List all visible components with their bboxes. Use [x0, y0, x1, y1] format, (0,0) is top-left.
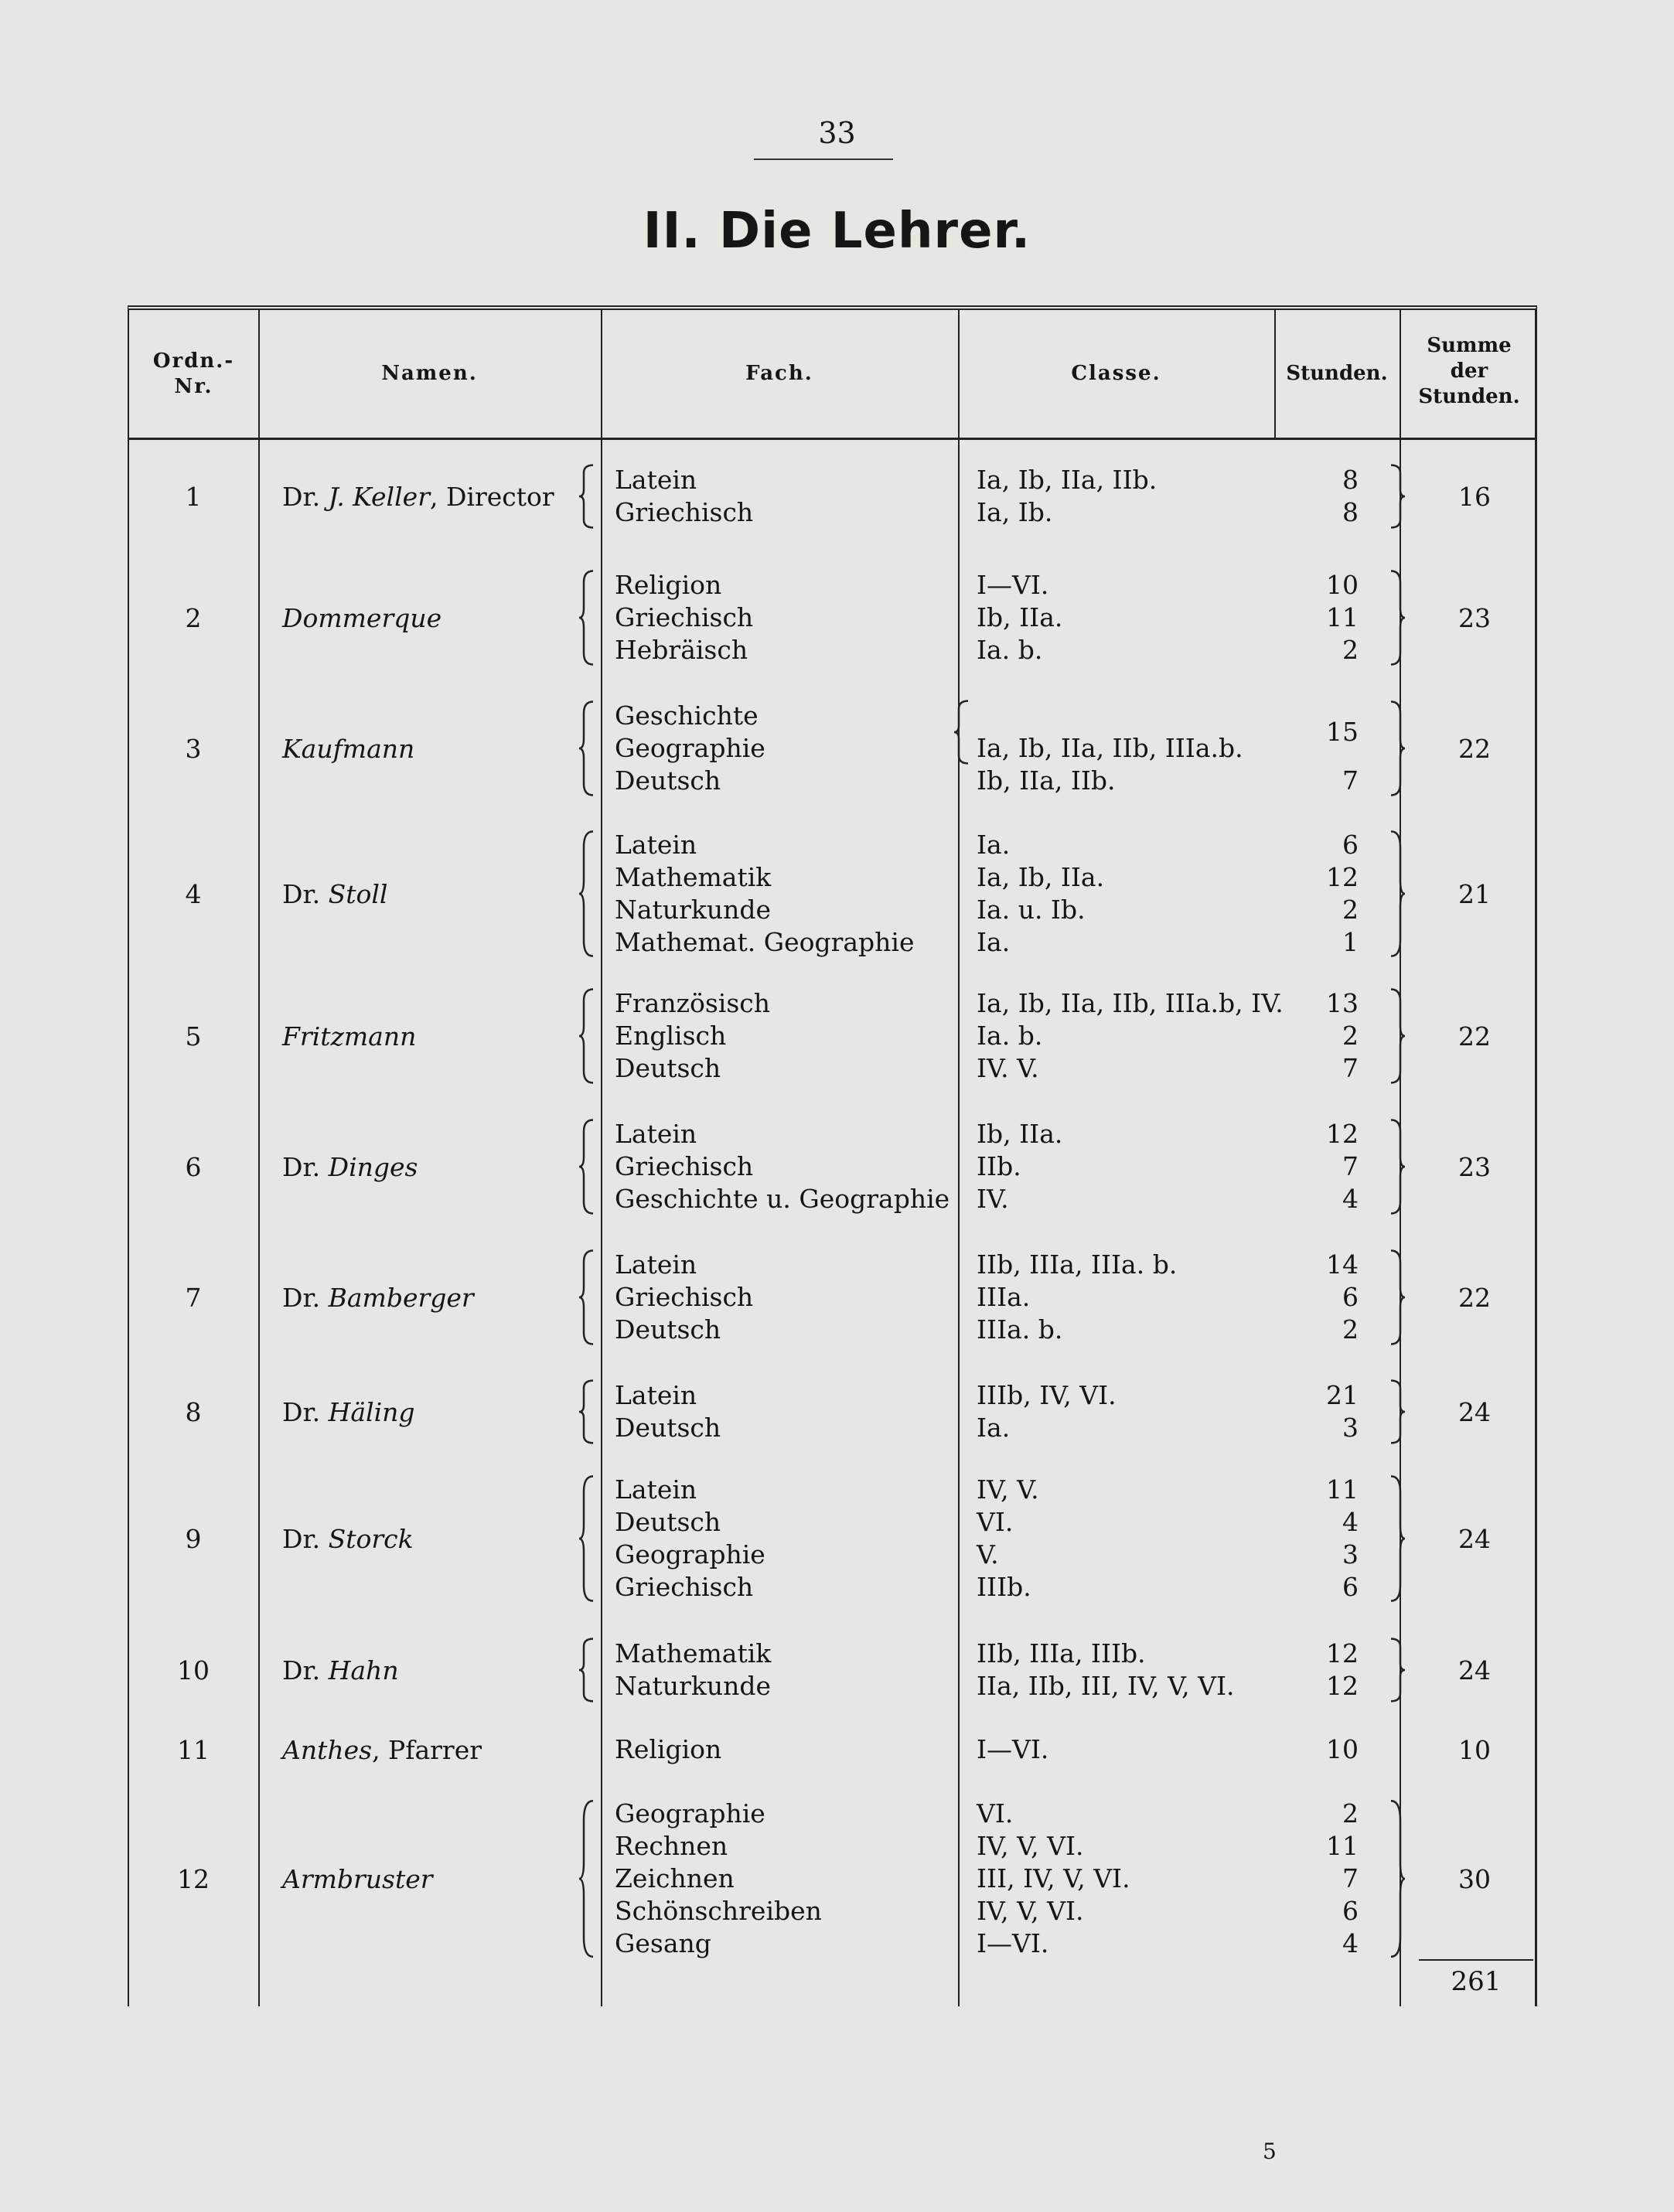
summe-brace	[1388, 1798, 1406, 1960]
stunden-list	[1287, 1249, 1359, 1346]
row-sum: 23	[1458, 602, 1491, 633]
teacher-row	[128, 1249, 1537, 1346]
total-hours: 261	[1451, 1966, 1502, 1997]
fach-item: Deutsch	[615, 765, 721, 796]
fach-item: Englisch	[615, 1021, 727, 1051]
teacher-name: Dommerque	[282, 602, 442, 633]
classe-list	[977, 1118, 1062, 1215]
stunden-list	[1287, 1638, 1359, 1702]
fach-item: Zeichnen	[615, 1863, 735, 1893]
stunden-item: 4	[1342, 1507, 1359, 1537]
fach-item: Mathematik	[615, 1638, 772, 1668]
name-suffix: , Pfarrer	[372, 1734, 482, 1765]
classe-item: IIIa. b.	[977, 1314, 1063, 1345]
classe-item: IV, V, VI.	[977, 1896, 1084, 1926]
classe-item: Ia. u. Ib.	[977, 895, 1086, 925]
stunden-item: 7	[1342, 765, 1359, 796]
fach-item: Hebräisch	[615, 635, 748, 665]
name-suffix: , Director	[429, 481, 554, 512]
classe-item: IIIa.	[977, 1282, 1031, 1312]
page-number: 33	[818, 116, 856, 150]
summe-brace	[1388, 829, 1406, 959]
classe-item: IIb, IIIa, IIIa. b.	[977, 1249, 1178, 1280]
classe-item: IIa, IIb, III, IV, V, VI.	[977, 1671, 1235, 1701]
classe-brace	[953, 700, 971, 765]
row-number: 9	[185, 1523, 202, 1554]
teacher-name: Anthes	[282, 1734, 373, 1765]
stunden-list	[1287, 829, 1359, 959]
stunden-item: 1	[1342, 927, 1359, 957]
stunden-item: 2	[1342, 635, 1359, 665]
row-sum: 22	[1458, 1282, 1491, 1313]
fach-item: Deutsch	[615, 1413, 721, 1443]
fach-list	[615, 1733, 721, 1766]
stunden-item: 7	[1342, 1863, 1359, 1893]
fach-brace	[578, 1638, 596, 1702]
fach-item: Religion	[615, 1734, 722, 1764]
stunden-item: 2	[1342, 1798, 1359, 1829]
stunden-item: 11	[1326, 602, 1359, 632]
summe-brace	[1388, 569, 1406, 666]
classe-list	[977, 1474, 1039, 1604]
teacher-name: Storck	[328, 1523, 414, 1554]
summe-brace	[1388, 700, 1406, 797]
summe-brace	[1388, 987, 1406, 1085]
fach-item: Geographie	[615, 1539, 765, 1570]
classe-item: Ib, IIa.	[977, 602, 1063, 632]
classe-item: IIIb.	[977, 1572, 1031, 1602]
stunden-item: 11	[1326, 1831, 1359, 1861]
teacher-row	[128, 1118, 1537, 1215]
stunden-list	[1287, 716, 1359, 797]
stunden-item: 2	[1342, 1314, 1359, 1345]
row-sum: 24	[1458, 1396, 1491, 1427]
name-prefix: Dr.	[282, 481, 321, 512]
classe-item: Ia. b.	[977, 1021, 1043, 1051]
classe-item: I—VI.	[977, 570, 1049, 600]
fach-brace	[578, 1249, 596, 1346]
page-title: II. Die Lehrer.	[643, 203, 1031, 260]
row-sum: 10	[1458, 1734, 1491, 1765]
fach-item: Deutsch	[615, 1507, 721, 1537]
classe-item: VI.	[977, 1798, 1014, 1829]
teacher-name: Kaufmann	[282, 733, 415, 764]
name-prefix: Dr.	[282, 1523, 321, 1554]
classe-item: Ib, IIa.	[977, 1119, 1063, 1149]
classe-item: IV, V.	[977, 1474, 1039, 1505]
row-number: 4	[185, 878, 202, 909]
stunden-item: 3	[1342, 1539, 1359, 1570]
summe-brace	[1388, 1474, 1406, 1604]
fach-item: Latein	[615, 1119, 697, 1149]
fach-list	[615, 700, 765, 797]
stunden-item: 12	[1326, 1671, 1359, 1701]
stunden-item: 6	[1342, 830, 1359, 860]
row-number: 8	[185, 1396, 202, 1427]
teacher-name: Fritzmann	[282, 1021, 417, 1051]
classe-item: Ia.	[977, 1413, 1011, 1443]
fach-item: Geschichte	[615, 700, 759, 731]
row-number: 1	[185, 481, 202, 512]
stunden-item: 13	[1326, 988, 1359, 1018]
teacher-name: Stoll	[328, 878, 388, 909]
classe-item: IV, V, VI.	[977, 1831, 1084, 1861]
teacher-name: Hahn	[328, 1655, 399, 1685]
classe-item: IIb, IIIa, IIIb.	[977, 1638, 1146, 1668]
stunden-item: 15	[1326, 717, 1359, 747]
stunden-item: 7	[1342, 1151, 1359, 1181]
fach-brace	[578, 464, 596, 529]
fach-item: Naturkunde	[615, 1671, 771, 1701]
fach-item: Latein	[615, 830, 697, 860]
fach-list	[615, 1249, 753, 1346]
classe-item: Ia, Ib, IIa, IIb.	[977, 465, 1157, 495]
fach-list	[615, 1474, 765, 1604]
stunden-item: 10	[1326, 1734, 1359, 1764]
fach-list	[615, 1638, 771, 1702]
fach-item: Geschichte u. Geographie	[615, 1184, 950, 1214]
stunden-item: 6	[1342, 1896, 1359, 1926]
stunden-item: 6	[1342, 1572, 1359, 1602]
row-number: 11	[177, 1734, 210, 1765]
row-sum: 24	[1458, 1655, 1491, 1685]
stunden-item: 4	[1342, 1184, 1359, 1214]
fach-list	[615, 829, 915, 959]
stunden-item: 8	[1342, 465, 1359, 495]
header-name: Namen.	[381, 362, 478, 385]
fach-item: Geographie	[615, 733, 765, 763]
row-sum: 21	[1458, 878, 1491, 909]
fach-item: Schönschreiben	[615, 1896, 822, 1926]
name-prefix: Dr.	[282, 1282, 321, 1313]
row-number: 7	[185, 1282, 202, 1313]
fach-item: Griechisch	[615, 497, 754, 527]
row-number: 2	[185, 602, 202, 633]
classe-item: I—VI.	[977, 1928, 1049, 1958]
classe-item: Ia.	[977, 927, 1011, 957]
summe-brace	[1388, 1118, 1406, 1215]
fach-brace	[578, 700, 596, 797]
fach-item: Latein	[615, 1249, 697, 1280]
stunden-item: 2	[1342, 1021, 1359, 1051]
teacher-row	[128, 700, 1537, 797]
classe-list	[977, 987, 1284, 1085]
classe-item: IV.	[977, 1184, 1009, 1214]
fach-list	[615, 464, 753, 529]
name-prefix: Dr.	[282, 1655, 321, 1685]
classe-item: Ia.	[977, 830, 1011, 860]
fach-item: Naturkunde	[615, 895, 771, 925]
fach-item: Latein	[615, 1380, 697, 1410]
fach-brace	[578, 1379, 596, 1444]
row-sum: 16	[1458, 481, 1491, 512]
classe-item	[977, 700, 1243, 732]
summe-brace	[1388, 1379, 1406, 1444]
fach-item: Religion	[615, 570, 722, 600]
summe-brace	[1388, 1249, 1406, 1346]
stunden-item: 14	[1326, 1249, 1359, 1280]
teacher-row	[128, 464, 1537, 529]
row-sum: 22	[1458, 733, 1491, 764]
classe-list	[977, 829, 1104, 959]
stunden-item: 21	[1326, 1380, 1359, 1410]
teacher-row	[128, 987, 1537, 1085]
classe-item: III, IV, V, VI.	[977, 1863, 1130, 1893]
header-rule	[129, 438, 1535, 440]
teacher-row	[128, 829, 1537, 959]
classe-list	[977, 1638, 1234, 1702]
classe-item: IIb.	[977, 1151, 1021, 1181]
fach-brace	[578, 829, 596, 959]
stunden-list	[1287, 464, 1359, 529]
stunden-item: 6	[1342, 1282, 1359, 1312]
stunden-list	[1287, 987, 1359, 1085]
fach-list	[615, 1798, 822, 1960]
row-number: 6	[185, 1151, 202, 1182]
classe-list	[977, 1249, 1177, 1346]
stunden-item: 4	[1342, 1928, 1359, 1958]
classe-item: IV. V.	[977, 1053, 1039, 1083]
fach-list	[615, 987, 770, 1085]
teacher-name: Bamberger	[328, 1282, 474, 1313]
stunden-item: 3	[1342, 1413, 1359, 1443]
row-sum: 24	[1458, 1523, 1491, 1554]
page-number-rule	[754, 158, 893, 160]
stunden-item: 12	[1326, 862, 1359, 892]
stunden-list	[1287, 569, 1359, 666]
teacher-row	[128, 569, 1537, 666]
header-stunden: Stunden.	[1286, 362, 1388, 385]
fach-item: Deutsch	[615, 1314, 721, 1345]
fach-item: Griechisch	[615, 1572, 754, 1602]
stunden-list	[1287, 1798, 1359, 1960]
stunden-list	[1287, 1733, 1359, 1766]
stunden-item: 8	[1342, 497, 1359, 527]
summe-brace	[1388, 464, 1406, 529]
row-sum: 23	[1458, 1151, 1491, 1182]
classe-item: Ia, Ib, IIa, IIb, IIIa.b.	[977, 733, 1243, 763]
name-prefix: Dr.	[282, 1396, 321, 1427]
name-prefix: Dr.	[282, 1151, 321, 1182]
row-number: 5	[185, 1021, 202, 1051]
classe-list	[977, 1733, 1048, 1766]
fach-brace	[578, 1474, 596, 1604]
fach-item: Griechisch	[615, 602, 754, 632]
classe-item: Ia, Ib, IIa, IIb, IIIa.b, IV.	[977, 988, 1284, 1018]
row-sum: 30	[1458, 1863, 1491, 1894]
stunden-item: 12	[1326, 1119, 1359, 1149]
header-fach: Fach.	[745, 362, 813, 385]
row-sum: 22	[1458, 1021, 1491, 1051]
fach-item: Französisch	[615, 988, 771, 1018]
fach-item: Deutsch	[615, 1053, 721, 1083]
classe-item: Ia. b.	[977, 635, 1043, 665]
classe-item: VI.	[977, 1507, 1014, 1537]
stunden-item: 7	[1342, 1053, 1359, 1083]
row-number: 3	[185, 733, 202, 764]
classe-list	[977, 464, 1157, 529]
stunden-list	[1287, 1379, 1359, 1444]
teacher-name: Armbruster	[282, 1863, 433, 1894]
classe-item: V.	[977, 1539, 999, 1570]
classe-list	[977, 700, 1243, 797]
fach-item: Latein	[615, 465, 697, 495]
teacher-row	[128, 1638, 1537, 1702]
classe-list	[977, 1798, 1130, 1960]
stunden-list	[1287, 1474, 1359, 1604]
fach-brace	[578, 1798, 596, 1960]
header-summe: Summe der Stunden.	[1418, 334, 1520, 408]
teacher-row	[128, 1379, 1537, 1444]
fach-brace	[578, 569, 596, 666]
stunden-list	[1287, 1118, 1359, 1215]
header-classe: Classe.	[1071, 362, 1161, 385]
row-number: 10	[177, 1655, 210, 1685]
stunden-item: 2	[1342, 895, 1359, 925]
classe-item: Ib, IIa, IIb.	[977, 765, 1116, 796]
classe-item: I—VI.	[977, 1734, 1049, 1764]
footer-mark: 5	[1263, 2139, 1277, 2164]
classe-item: Ia, Ib.	[977, 497, 1053, 527]
fach-list	[615, 1379, 721, 1444]
teacher-row	[128, 1474, 1537, 1604]
row-number: 12	[177, 1863, 210, 1894]
fach-item: Griechisch	[615, 1151, 754, 1181]
teacher-row	[128, 1733, 1537, 1766]
teacher-row	[128, 1798, 1537, 1960]
fach-item: Geographie	[615, 1798, 765, 1829]
fach-item: Mathematik	[615, 862, 772, 892]
teacher-name: J. Keller	[328, 481, 430, 512]
fach-list	[615, 1118, 950, 1215]
classe-list	[977, 569, 1062, 666]
fach-item: Griechisch	[615, 1282, 754, 1312]
teacher-name: Dinges	[328, 1151, 418, 1182]
stunden-item: 10	[1326, 570, 1359, 600]
classe-item: IIIb, IV, VI.	[977, 1380, 1117, 1410]
fach-list	[615, 569, 753, 666]
fach-item: Rechnen	[615, 1831, 728, 1861]
header-nr: Ordn.- Nr.	[152, 349, 235, 398]
teacher-name: Häling	[328, 1396, 415, 1427]
summe-brace	[1388, 1638, 1406, 1702]
classe-list	[977, 1379, 1117, 1444]
stunden-item: 11	[1326, 1474, 1359, 1505]
fach-brace	[578, 1118, 596, 1215]
fach-item: Mathemat. Geographie	[615, 927, 915, 957]
stunden-item: 12	[1326, 1638, 1359, 1668]
fach-item: Gesang	[615, 1928, 711, 1958]
fach-brace	[578, 987, 596, 1085]
fach-item: Latein	[615, 1474, 697, 1505]
name-prefix: Dr.	[282, 878, 321, 909]
classe-item: Ia, Ib, IIa.	[977, 862, 1105, 892]
